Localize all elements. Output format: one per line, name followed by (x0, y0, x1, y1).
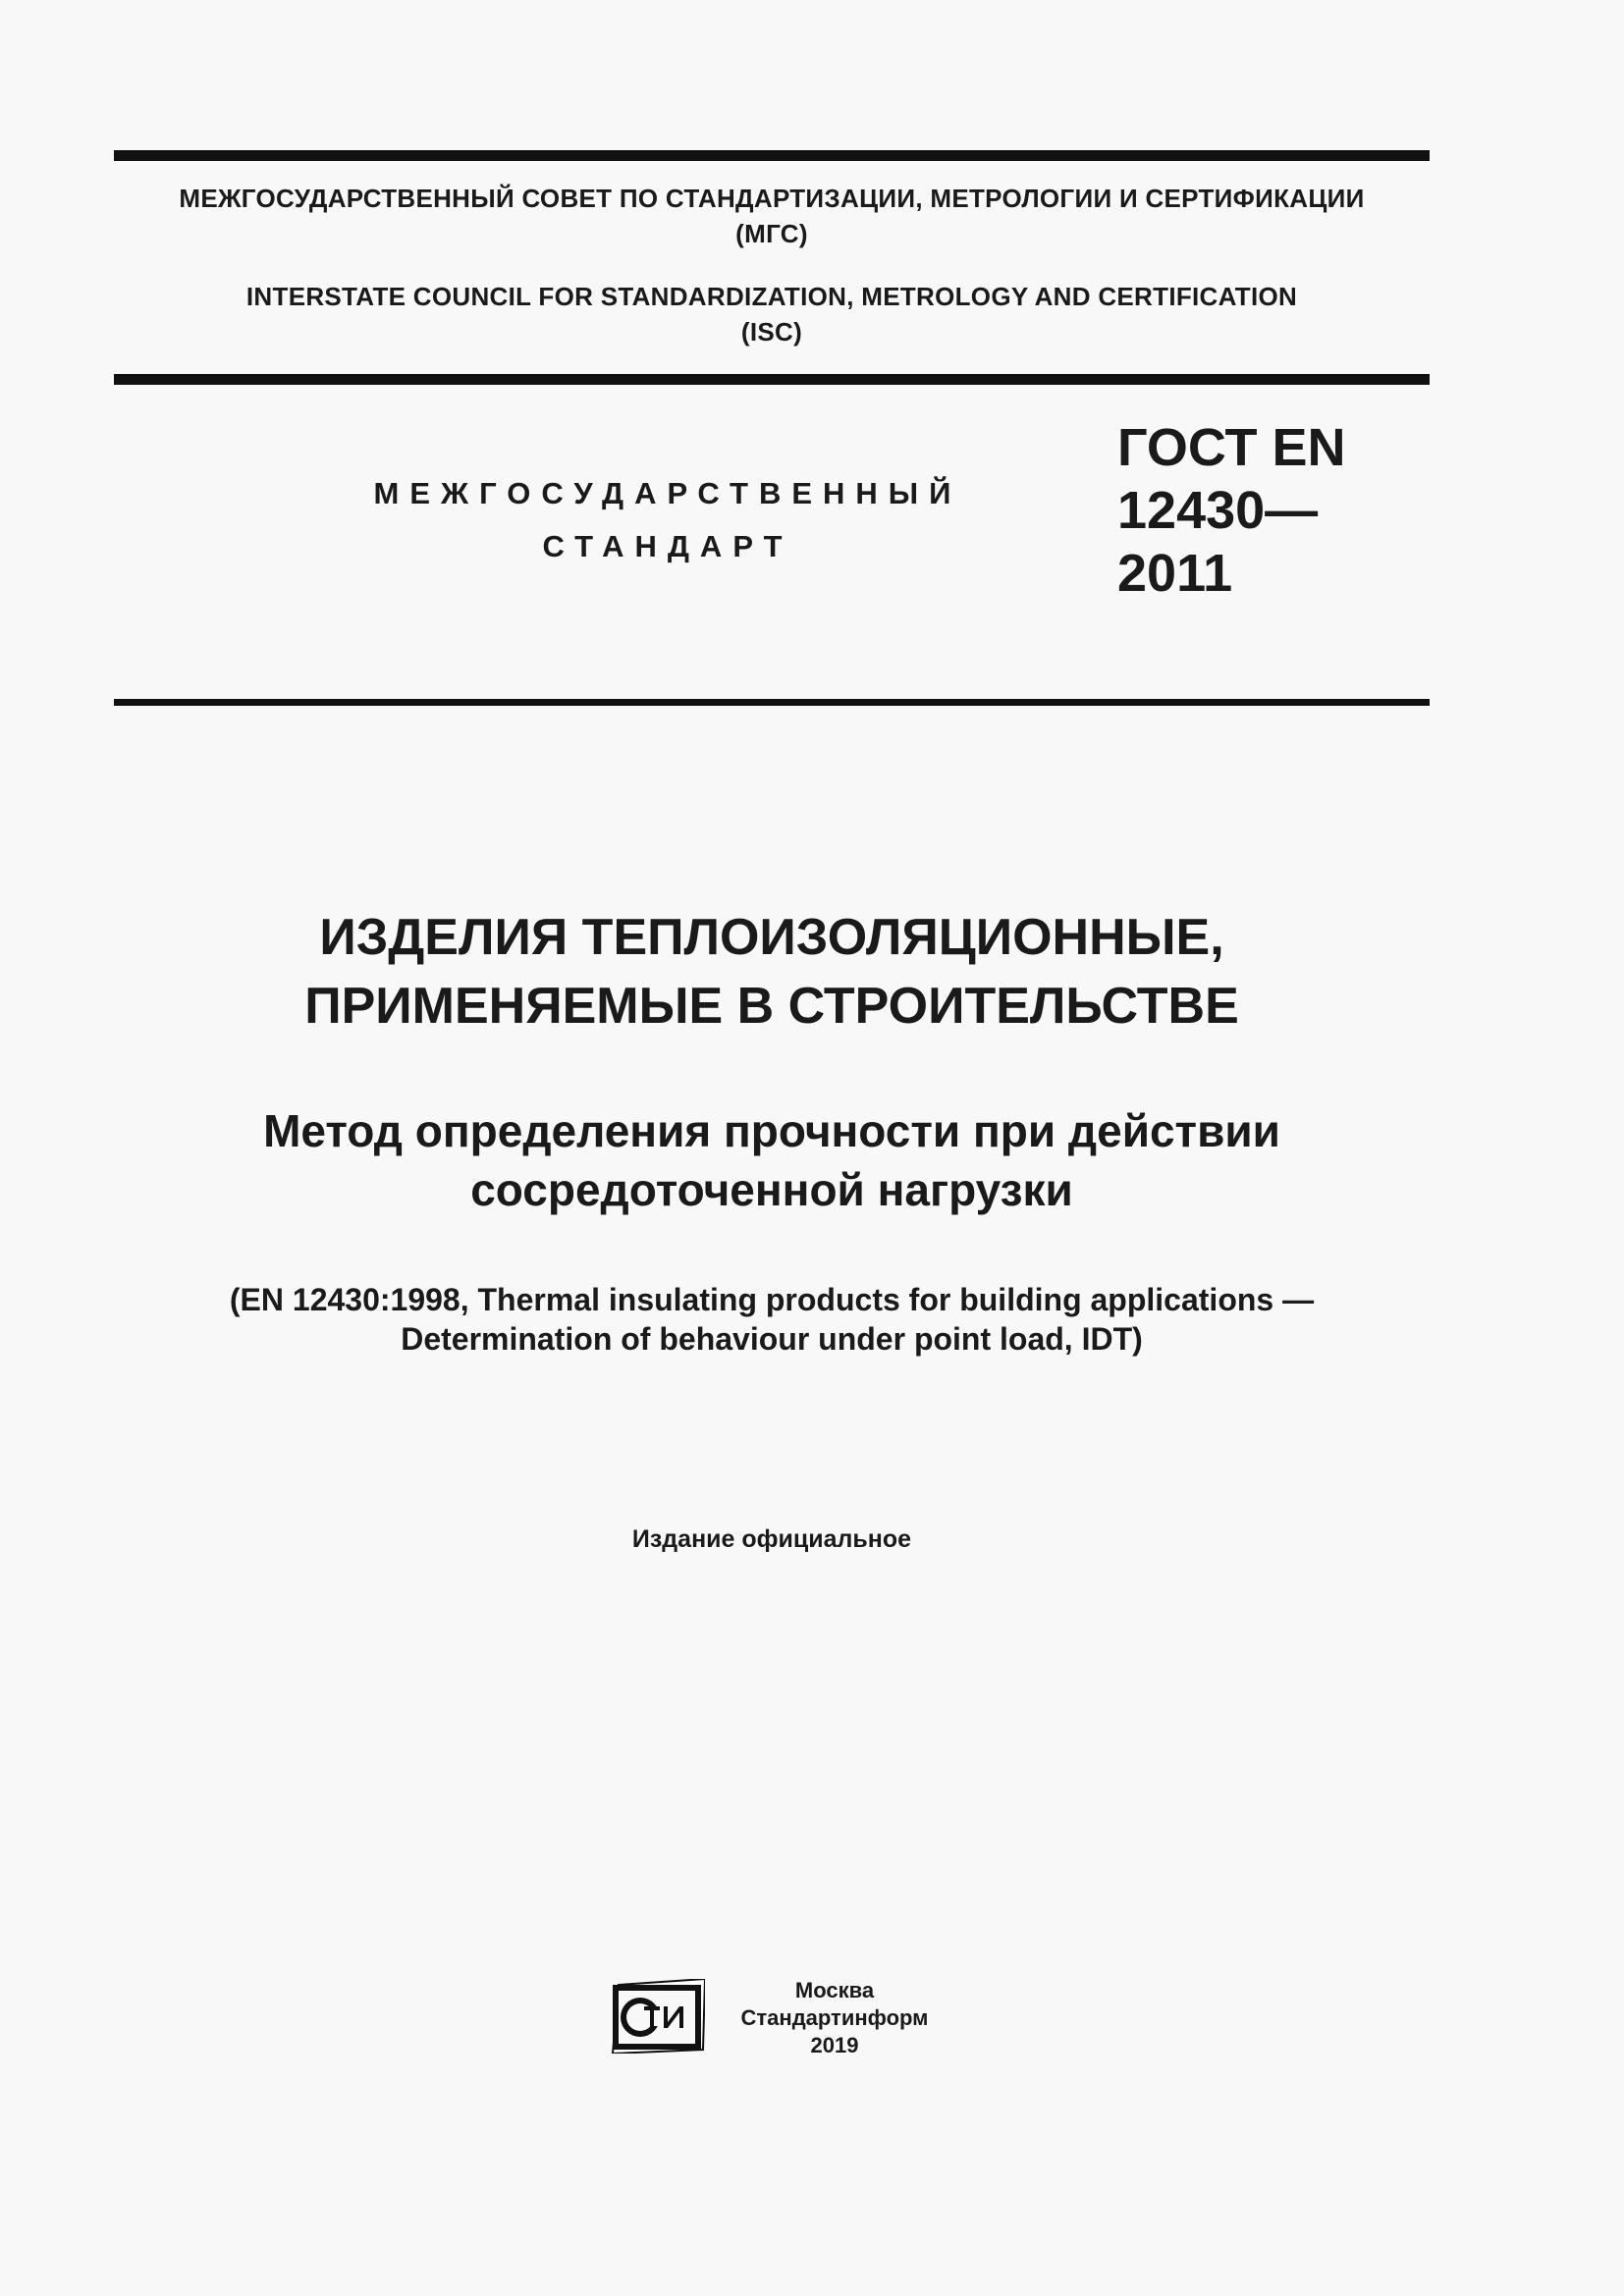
publisher-name: Стандартинформ (740, 2005, 929, 2030)
standard-type-line1: МЕЖГОСУДАРСТВЕННЫЙ (373, 476, 962, 510)
standartinform-logo-icon (611, 1979, 705, 2054)
council-name-ru-line1: МЕЖГОСУДАРСТВЕННЫЙ СОВЕТ ПО СТАНДАРТИЗАЦИИ, МЕТРОЛОГИИ И СЕРТИФИКАЦИИ (179, 184, 1365, 213)
council-name-ru (114, 181, 1430, 251)
edition-label: Издание официальное (631, 1525, 912, 1553)
publisher-imprint (727, 1977, 943, 2059)
publication-year: 2019 (810, 2033, 859, 2057)
council-name-en-line1: INTERSTATE COUNCIL FOR STANDARDIZATION, METROLOGY AND CERTIFICATION (245, 282, 1298, 311)
publisher-city: Москва (794, 1978, 875, 2002)
standard-type-label (324, 467, 1011, 573)
top-rule (114, 150, 1430, 161)
header-divider-rule (114, 374, 1430, 385)
designation-divider-rule (114, 699, 1430, 706)
standard-number: ГОСТ EN 12430— 2011 (1117, 418, 1346, 603)
council-name-en (114, 279, 1430, 349)
standard-type-line2: СТАНДАРТ (542, 529, 793, 563)
council-abbr-ru: (МГС) (735, 219, 808, 248)
source-standard-reference: (EN 12430:1998, Thermal insulating products for building applications — Determination of behaviour under point load, IDT) (229, 1282, 1315, 1357)
council-abbr-en: (ISC) (740, 317, 803, 347)
document-title: ИЗДЕЛИЯ ТЕПЛОИЗОЛЯЦИОННЫЕ, ПРИМЕНЯЕМЫЕ В СТРОИТЕЛЬСТВЕ (304, 909, 1239, 1035)
document-subtitle: Метод определения прочности при действии сосредоточенной нагрузки (263, 1105, 1280, 1215)
